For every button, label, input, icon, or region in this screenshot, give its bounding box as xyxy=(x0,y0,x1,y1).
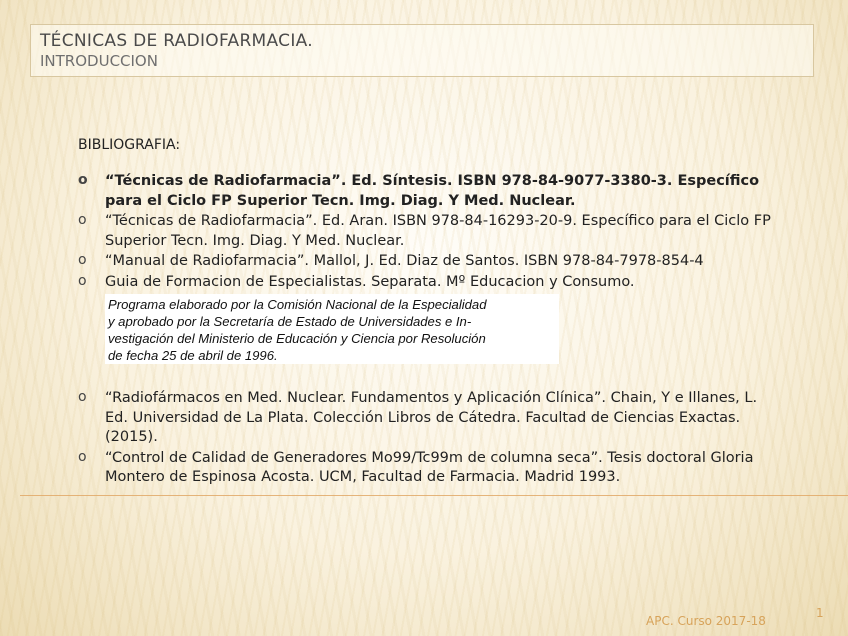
list-item xyxy=(78,449,778,488)
bullet-icon: o xyxy=(78,212,87,228)
list-item xyxy=(78,252,778,272)
decorative-rule xyxy=(20,495,848,496)
scan-line: y aprobado por la Secretaría de Estado de Universidades e In- xyxy=(108,314,472,329)
page-title: TÉCNICAS DE RADIOFARMACIA. xyxy=(40,31,313,51)
bullet-icon: o xyxy=(78,272,87,289)
scanned-excerpt-image xyxy=(105,294,559,364)
list-item-text: “Manual de Radiofarmacia”. Mallol, J. Ed. Diaz de Santos. ISBN 978-84-7978-854-4 xyxy=(105,253,704,269)
list-item xyxy=(78,212,778,251)
scan-line: de fecha 25 de abril de 1996. xyxy=(108,348,278,363)
spacer xyxy=(105,364,778,388)
bullet-icon: o xyxy=(78,172,88,188)
scan-line: Programa elaborado por la Comisión Nacional de la Especialidad xyxy=(108,297,487,312)
bibliography-heading: BIBLIOGRAFIA: xyxy=(78,137,181,153)
list-item-text: “Radiofármacos en Med. Nuclear. Fundamentos y Aplicación Clínica”. Chain, Y e Illanes, L. Ed. Universidad de La Plata. Colección Libros de Cátedra. Facultad de Ciencias Exactas. (2015). xyxy=(105,390,758,445)
title-box xyxy=(30,24,814,77)
page-subtitle: INTRODUCCION xyxy=(40,52,158,70)
bibliography-section xyxy=(78,137,778,489)
footer-text: APC. Curso 2017-18 xyxy=(646,614,766,628)
list-item-text: “Técnicas de Radiofarmacia”. Ed. Aran. ISBN 978-84-16293-20-9. Específico para el Ciclo FP Superior Tecn. Img. Diag. Y Med. Nuclear. xyxy=(105,213,771,249)
scan-line: vestigación del Ministerio de Educación y Ciencia por Resolución xyxy=(108,331,486,346)
bullet-icon: o xyxy=(78,252,87,268)
page-number: 1 xyxy=(816,606,824,620)
bullet-icon: o xyxy=(78,389,87,405)
list-item-text: “Control de Calidad de Generadores Mo99/Tc99m de columna seca”. Tesis doctoral Gloria Montero de Espinosa Acosta. UCM, Facultad de Farmacia. Madrid 1993. xyxy=(105,449,754,485)
list-item-text: Guia de Formacion de Especialistas. Separata. Mº Educacion y Consumo. xyxy=(105,273,635,290)
bibliography-list xyxy=(78,172,778,488)
list-item xyxy=(78,273,778,389)
list-item xyxy=(78,172,778,211)
bullet-icon: o xyxy=(78,448,87,465)
list-item-text: “Técnicas de Radiofarmacia”. Ed. Síntesis. ISBN 978-84-9077-3380-3. Específico para el Ciclo FP Superior Tecn. Img. Diag. Y Med. Nuclear. xyxy=(105,173,760,209)
list-item xyxy=(78,389,778,448)
